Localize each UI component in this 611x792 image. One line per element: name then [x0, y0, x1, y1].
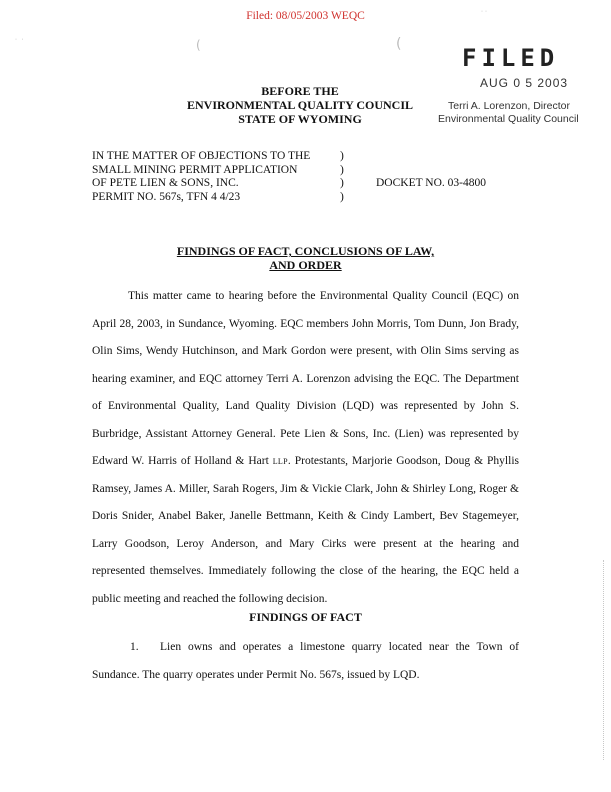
caption-line: SMALL MINING PERMIT APPLICATION [92, 163, 298, 176]
llp-abbrev: LLP [272, 457, 288, 466]
scan-speck: ( [396, 36, 402, 52]
filed-stamp-office: Environmental Quality Council [438, 113, 579, 125]
caption-parens [340, 150, 344, 204]
intro-paragraph [92, 283, 519, 613]
paren: ) [340, 190, 344, 203]
document-title [150, 244, 461, 272]
paren: ) [340, 163, 344, 176]
finding-text: Lien owns and operates a limestone quarry located near the Town of Sundance. The quarry operates under Permit No. 567s, issued by LQD. [92, 641, 519, 681]
title-line: FINDINGS OF FACT, CONCLUSIONS OF LAW, [176, 244, 435, 258]
caption-line: OF PETE LIEN & SONS, INC. [92, 177, 239, 189]
court-heading [150, 84, 450, 126]
intro-text-cont: . Protestants, Marjorie Goodson, Doug & Phyllis Ramsey, James A. Miller, Sarah Rogers, Jim & Vickie Clark, John & Shirley Long, Roger & Doris Snider, Anabel Baker, Janelle Bettmann, Keith & Cindy Lambert, Bev Stagemeyer, Larry Goodson, Leroy Anderson, and Mary Cirks were present at the hearing and represented themselves. Immediately following the close of the hearing, the EQC held a public meeting and reached the following decision. [92, 455, 519, 605]
title-line: AND ORDER [269, 258, 342, 272]
caption-line: IN THE MATTER OF OBJECTIONS TO THE [92, 150, 311, 162]
court-line: BEFORE THE [261, 84, 339, 98]
finding-item [92, 634, 519, 689]
caption-line: PERMIT NO. 567s, TFN 4 4/23 [92, 190, 241, 203]
case-caption [92, 150, 310, 204]
intro-text: This matter came to hearing before the Environmental Quality Council (EQC) on April 28, 2003, in Sundance, Wyoming. EQC members John Morris, Tom Dunn, Jon Brady, Olin Sims, Wendy Hutchinson, and Mark Gordon were present, with Olin Sims serving as hearing examiner, and EQC attorney Terri A. Lorenzon advising the EQC. The Department of Environmental Quality, Land Quality Division (LQD) was represented by John S. Burbridge, Assistant Attorney General. Pete Lien & Sons, Inc. (Lien) was represented by Edward W. Harris of Holland & Hart [92, 290, 519, 467]
filed-header: Filed: 08/05/2003 WEQC [246, 10, 365, 22]
court-line: ENVIRONMENTAL QUALITY COUNCIL [186, 98, 414, 112]
scan-speck: ˙˙ [480, 10, 488, 19]
findings-heading: FINDINGS OF FACT [249, 610, 362, 624]
scan-edge [603, 560, 605, 760]
filed-stamp-name: Terri A. Lorenzon, Director [448, 100, 570, 112]
paren: ) [340, 177, 344, 189]
filed-stamp: FILED [462, 44, 560, 72]
paren: ) [340, 150, 344, 162]
filed-stamp-date: AUG 0 5 2003 [480, 76, 569, 90]
scan-speck: ( [196, 38, 201, 52]
finding-number: 1. [130, 641, 139, 653]
scan-speck: ˙ ˙ [14, 38, 25, 47]
docket-number: DOCKET NO. 03-4800 [376, 177, 486, 189]
court-line: STATE OF WYOMING [238, 112, 362, 126]
